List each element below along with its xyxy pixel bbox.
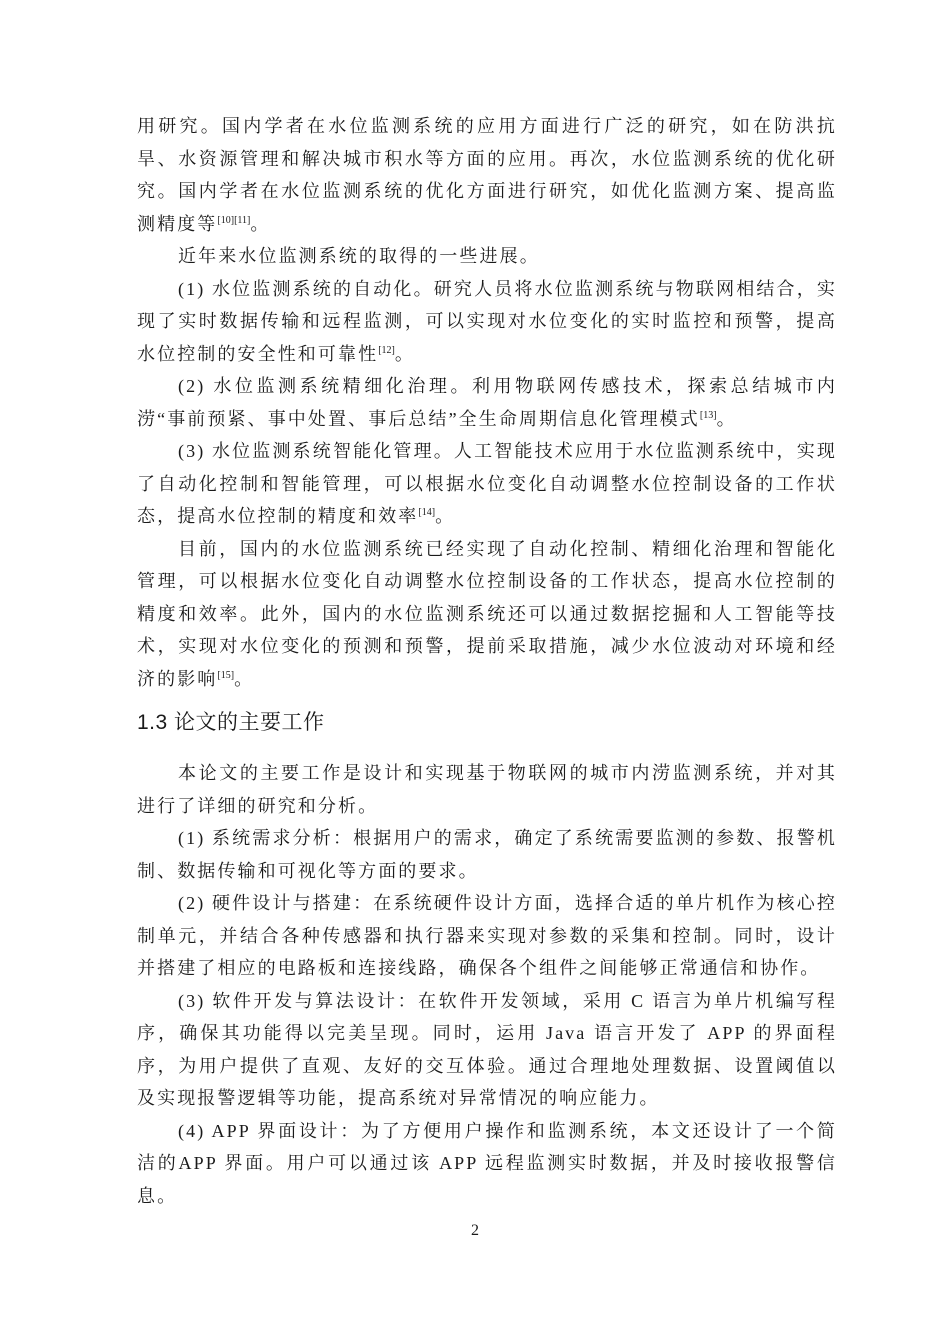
page-body <box>137 110 837 1212</box>
paragraph: (2) 硬件设计与搭建：在系统硬件设计方面，选择合适的单片机作为核心控制单元，并结合各种传感器和执行器来实现对参数的采集和控制。同时，设计并搭建了相应的电路板和连接线路，确保各个组件之间能够正常通信和协作。 <box>137 893 837 978</box>
section-heading: 1.3 论文的主要工作 <box>137 711 325 734</box>
paragraph: 近年来水位监测系统的取得的一些进展。 <box>178 246 540 266</box>
paragraph: (2) 水位监测系统精细化治理。利用物联网传感技术，探索总结城市内涝“事前预紧、事中处置、事后总结”全生命周期信息化管理模式[13]。 <box>137 376 837 429</box>
citation: [14] <box>418 507 436 518</box>
citation: [12] <box>378 344 395 356</box>
paragraph: 用研究。国内学者在水位监测系统的应用方面进行广泛的研究，如在防洪抗旱、水资源管理和解决城市积水等方面的应用。再次，水位监测系统的优化研究。国内学者在水位监测系统的优化方面进行研究，如优化监测方案、提高监测精度等[10][11]。 <box>137 116 837 234</box>
paragraph: (1) 系统需求分析：根据用户的需求，确定了系统需要监测的参数、报警机制、数据传输和可视化等方面的要求。 <box>137 828 837 881</box>
paragraph: 目前，国内的水位监测系统已经实现了自动化控制、精细化治理和智能化管理，可以根据水位变化自动调整水位控制设备的工作状态，提高水位控制的精度和效率。此外，国内的水位监测系统还可以通过数据挖掘和人工智能等技术，实现对水位变化的预测和预警，提前采取措施，减少水位波动对环境和经济的影响[15]。 <box>137 538 837 689</box>
paragraph: (3) 水位监测系统智能化管理。人工智能技术应用于水位监测系统中，实现了自动化控制和智能管理，可以根据水位变化自动调整水位控制设备的工作状态，提高水位控制的精度和效率[14]。 <box>137 441 837 526</box>
citation: [10][11] <box>217 214 251 226</box>
paragraph: 本论文的主要工作是设计和实现基于物联网的城市内涝监测系统，并对其进行了详细的研究和分析。 <box>137 763 837 816</box>
paragraph: (4) APP 界面设计：为了方便用户操作和监测系统，本文还设计了一个简洁的APP 界面。用户可以通过该 APP 远程监测实时数据，并及时接收报警信息。 <box>137 1120 837 1206</box>
paragraph: (1) 水位监测系统的自动化。研究人员将水位监测系统与物联网相结合，实现了实时数据传输和远程监测，可以实现对水位变化的实时监控和预警，提高水位控制的安全性和可靠性[12]。 <box>137 278 837 364</box>
page-number: 2 <box>471 1222 479 1239</box>
citation: [15] <box>217 669 235 681</box>
citation: [13] <box>699 409 717 421</box>
paragraph: (3) 软件开发与算法设计：在软件开发领域，采用 C 语言为单片机编写程序，确保其功能得以完美呈现。同时，运用 Java 语言开发了 APP 的界面程序，为用户提供了直观、友好的交互体验。通过合理地处理数据、设置阈值以及实现报警逻辑等功能，提高系统对异常情况的响应能力。 <box>137 990 837 1108</box>
